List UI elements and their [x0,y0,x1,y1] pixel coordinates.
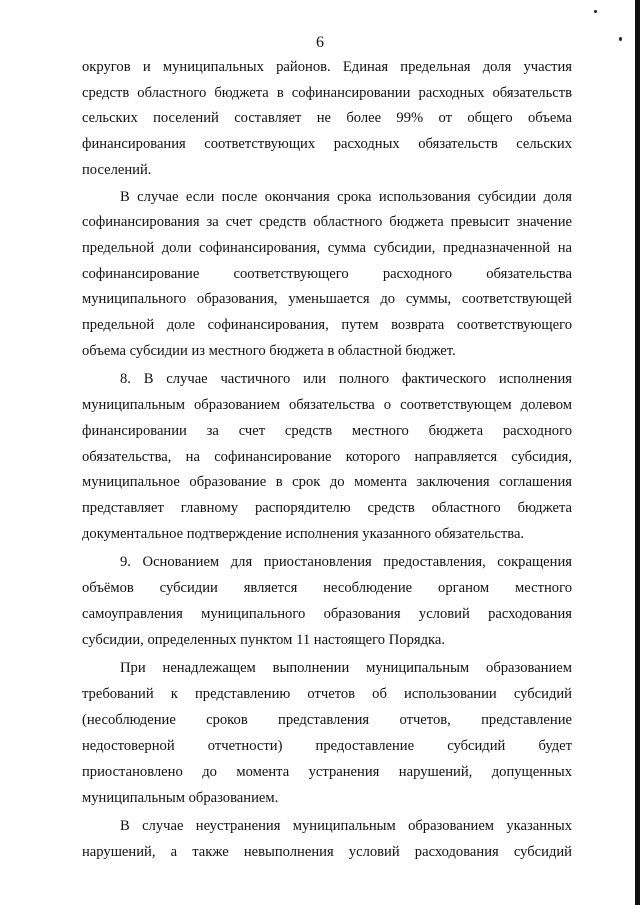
text-line: субсидии, определенных пунктом 11 настоящего Порядка. [82,632,445,648]
text-line: поселений. [82,162,152,178]
text-line: муниципального образования, уменьшается до суммы, соответствующей [82,291,572,307]
text-line: объёмов субсидии является несоблюдение органом местного [82,580,572,596]
scan-border [635,0,640,905]
text-line: муниципальным образованием. [82,790,279,806]
text-line: 8. В случае частичного или полного фактического исполнения [120,371,572,387]
text-line: обязательства, на софинансирование которого направляется субсидия, [82,449,572,465]
text-line: муниципальное образование в срок до момента заключения соглашения [82,474,572,490]
text-line: сельских поселений составляет не более 99% от общего объема [82,110,572,126]
text-line: В случае неустранения муниципальным образованием указанных [120,818,572,834]
text-line: объема субсидии из местного бюджета в областной бюджет. [82,343,456,359]
text-line: средств областного бюджета в софинансировании расходных обязательств [82,85,572,101]
text-line: самоуправления муниципального образования условий расходования [82,606,572,622]
text-line: 9. Основанием для приостановления предоставления, сокращения [120,554,572,570]
text-line: В случае если после окончания срока использования субсидии доля [120,189,572,205]
text-line: финансировании за счет средств местного бюджета расходного [82,423,572,439]
text-line: документальное подтверждение исполнения указанного обязательства. [82,526,525,542]
text-line: (несоблюдение сроков представления отчетов, представление [82,712,572,728]
text-line: При ненадлежащем выполнении муниципальным образованием [120,660,572,676]
scan-speck [594,10,597,13]
text-line: софинансирования за счет средств областного бюджета превысит значение [82,214,572,230]
text-line: приостановлено до момента устранения нарушений, допущенных [82,764,572,780]
text-line: представляет главному распорядителю средств областного бюджета [82,500,572,516]
text-line: предельной доли софинансирования, сумма субсидии, предназначенной на [82,240,572,256]
text-line: софинансирование соответствующего расходного обязательства [82,266,572,282]
text-line: округов и муниципальных районов. Единая предельная доля участия [82,59,572,75]
text-line: муниципальным образованием обязательства о соответствующем долевом [82,397,572,413]
text-line: недостоверной отчетности) предоставление субсидий будет [82,738,572,754]
text-line: требований к представлению отчетов об использовании субсидий [82,686,572,702]
text-line: нарушений, а также невыполнения условий расходования субсидий [82,844,572,860]
text-line: финансирования соответствующих расходных обязательств сельских [82,136,572,152]
page-number: 6 [316,34,324,51]
text-line: предельной доле софинансирования, путем возврата соответствующего [82,317,572,333]
